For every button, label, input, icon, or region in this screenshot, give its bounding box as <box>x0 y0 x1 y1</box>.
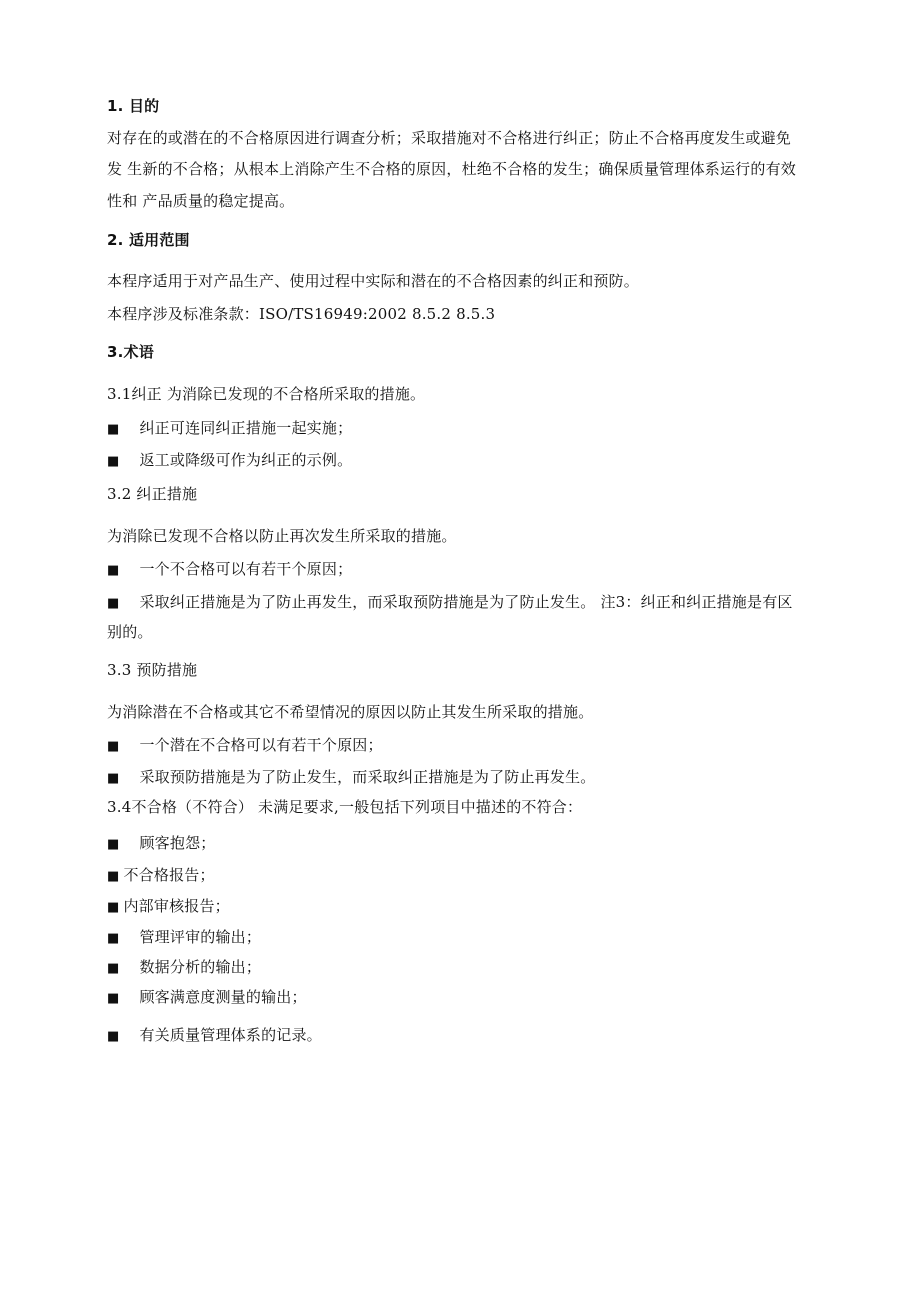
list-item <box>107 833 216 855</box>
paragraph-line: 本程序适用于对产品生产、使用过程中实际和潜在的不合格因素的纠正和预防。 <box>107 272 640 290</box>
paragraph-line: 发 生新的不合格；从根本上消除产生不合格的原因，杜绝不合格的发生；确保质量管理体系运行的有效 <box>107 160 796 178</box>
list-item <box>107 957 261 979</box>
list-item <box>107 592 793 614</box>
bullet-square-icon: ■ <box>107 869 120 884</box>
paragraph-line: 对存在的或潜在的不合格原因进行调查分析；采取措施对不合格进行纠正；防止不合格再度发生或避免 <box>107 129 792 147</box>
list-item <box>107 559 352 581</box>
bullet-square-icon: ■ <box>107 422 120 437</box>
paragraph-line: 性和 产品质量的稳定提高。 <box>107 192 295 210</box>
bullet-square-icon: ■ <box>107 900 120 915</box>
list-item-text: 顾客抱怨； <box>139 834 216 852</box>
list-item <box>107 865 215 887</box>
list-item <box>107 987 307 1009</box>
term-3-4: 3.4不合格（不符合） 未满足要求,一般包括下列项目中描述的不符合： <box>107 798 583 816</box>
paragraph-line: 本程序涉及标准条款：ISO/TS16949:2002 8.5.2 8.5.3 <box>107 305 496 323</box>
term-3-1: 3.1纠正 为消除已发现的不合格所采取的措施。 <box>107 385 426 403</box>
term-3-3: 3.3 预防措施 <box>107 661 198 679</box>
list-item-text: 内部审核报告； <box>123 897 230 915</box>
list-item-text: 采取预防措施是为了防止发生，而采取纠正措施是为了防止再发生。 <box>139 768 596 786</box>
list-item-text: 采取纠正措施是为了防止再发生，而采取预防措施是为了防止发生。 注3：纠正和纠正措施是有区 <box>139 593 793 611</box>
bullet-square-icon: ■ <box>107 1029 120 1044</box>
list-item-text: 有关质量管理体系的记录。 <box>139 1026 322 1044</box>
list-item-text: 顾客满意度测量的输出； <box>139 988 307 1006</box>
list-item-text: 一个潜在不合格可以有若干个原因； <box>139 736 383 754</box>
list-item-continuation: 别的。 <box>107 623 153 641</box>
term-definition: 为消除已发现不合格以防止再次发生所采取的措施。 <box>107 527 457 545</box>
list-item-text: 返工或降级可作为纠正的示例。 <box>139 451 353 469</box>
bullet-square-icon: ■ <box>107 837 120 852</box>
bullet-square-icon: ■ <box>107 771 120 786</box>
bullet-square-icon: ■ <box>107 596 120 611</box>
term-definition: 为消除潜在不合格或其它不希望情况的原因以防止其发生所采取的措施。 <box>107 703 594 721</box>
list-item <box>107 767 596 789</box>
section-heading-scope: 2. 适用范围 <box>107 231 190 249</box>
list-item <box>107 927 261 949</box>
bullet-square-icon: ■ <box>107 931 120 946</box>
list-item-text: 一个不合格可以有若干个原因； <box>139 560 353 578</box>
bullet-square-icon: ■ <box>107 961 120 976</box>
list-item <box>107 450 352 472</box>
list-item-text: 管理评审的输出； <box>139 928 262 946</box>
list-item <box>107 735 383 757</box>
bullet-square-icon: ■ <box>107 991 120 1006</box>
list-item-text: 不合格报告； <box>123 866 215 884</box>
bullet-square-icon: ■ <box>107 739 120 754</box>
section-heading-purpose: 1. 目的 <box>107 97 160 115</box>
list-item-text: 数据分析的输出； <box>139 958 262 976</box>
term-3-2: 3.2 纠正措施 <box>107 485 198 503</box>
list-item <box>107 418 352 440</box>
section-heading-terms: 3.术语 <box>107 343 154 361</box>
bullet-square-icon: ■ <box>107 454 120 469</box>
bullet-square-icon: ■ <box>107 563 120 578</box>
list-item <box>107 1025 322 1047</box>
list-item <box>107 896 230 918</box>
list-item-text: 纠正可连同纠正措施一起实施； <box>139 419 353 437</box>
